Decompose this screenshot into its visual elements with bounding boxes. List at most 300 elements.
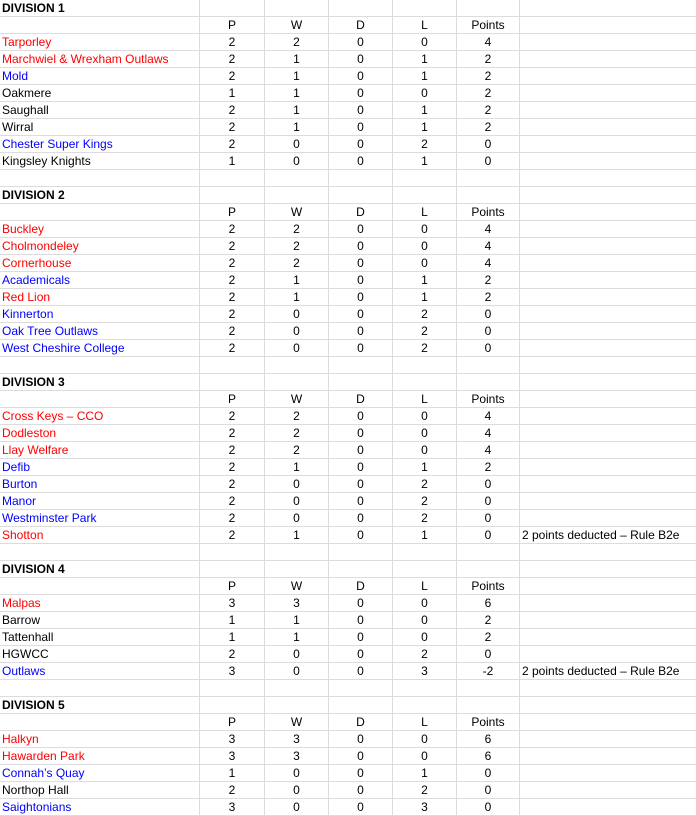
empty-cell bbox=[265, 187, 329, 204]
division-title: DIVISION 5 bbox=[0, 697, 200, 714]
stat-l: 0 bbox=[393, 34, 457, 51]
stat-w: 3 bbox=[265, 748, 329, 765]
empty-cell bbox=[0, 391, 200, 408]
column-header-row bbox=[0, 391, 696, 408]
deduction-note bbox=[520, 238, 696, 255]
stat-l: 2 bbox=[393, 323, 457, 340]
stat-points: 0 bbox=[457, 646, 520, 663]
stat-w: 0 bbox=[265, 646, 329, 663]
stat-p: 3 bbox=[200, 799, 265, 816]
stat-l: 1 bbox=[393, 272, 457, 289]
empty-cell bbox=[520, 0, 696, 17]
stat-w: 0 bbox=[265, 663, 329, 680]
stat-p: 2 bbox=[200, 425, 265, 442]
empty-cell bbox=[457, 357, 520, 374]
stat-w: 2 bbox=[265, 255, 329, 272]
blank-row bbox=[0, 170, 696, 187]
table-row bbox=[0, 51, 696, 68]
deduction-note bbox=[520, 510, 696, 527]
table-row bbox=[0, 476, 696, 493]
stat-points: 4 bbox=[457, 34, 520, 51]
empty-cell bbox=[520, 357, 696, 374]
column-header-row bbox=[0, 204, 696, 221]
stat-p: 2 bbox=[200, 51, 265, 68]
stat-p: 2 bbox=[200, 646, 265, 663]
stat-l: 0 bbox=[393, 731, 457, 748]
empty-cell bbox=[520, 17, 696, 34]
stat-p: 2 bbox=[200, 782, 265, 799]
stat-d: 0 bbox=[329, 102, 393, 119]
column-header-l: L bbox=[393, 714, 457, 731]
stat-w: 1 bbox=[265, 459, 329, 476]
table-row bbox=[0, 595, 696, 612]
team-name: Manor bbox=[0, 493, 200, 510]
empty-cell bbox=[520, 204, 696, 221]
stat-w: 0 bbox=[265, 323, 329, 340]
stat-points: 2 bbox=[457, 459, 520, 476]
stat-w: 0 bbox=[265, 476, 329, 493]
empty-cell bbox=[0, 544, 200, 561]
stat-d: 0 bbox=[329, 68, 393, 85]
empty-cell bbox=[457, 544, 520, 561]
team-name: Defib bbox=[0, 459, 200, 476]
stat-w: 2 bbox=[265, 34, 329, 51]
deduction-note bbox=[520, 731, 696, 748]
stat-d: 0 bbox=[329, 663, 393, 680]
empty-cell bbox=[329, 357, 393, 374]
table-row bbox=[0, 85, 696, 102]
stat-d: 0 bbox=[329, 255, 393, 272]
table-row bbox=[0, 748, 696, 765]
empty-cell bbox=[329, 0, 393, 17]
stat-l: 2 bbox=[393, 340, 457, 357]
stat-l: 2 bbox=[393, 646, 457, 663]
team-name: West Cheshire College bbox=[0, 340, 200, 357]
empty-cell bbox=[0, 578, 200, 595]
stat-points: 4 bbox=[457, 221, 520, 238]
deduction-note bbox=[520, 68, 696, 85]
empty-cell bbox=[265, 374, 329, 391]
stat-p: 2 bbox=[200, 476, 265, 493]
column-header-p: P bbox=[200, 391, 265, 408]
empty-cell bbox=[393, 187, 457, 204]
stat-points: -2 bbox=[457, 663, 520, 680]
team-name: Saightonians bbox=[0, 799, 200, 816]
stat-d: 0 bbox=[329, 408, 393, 425]
deduction-note bbox=[520, 612, 696, 629]
deduction-note bbox=[520, 476, 696, 493]
stat-l: 0 bbox=[393, 255, 457, 272]
stat-p: 2 bbox=[200, 136, 265, 153]
table-row bbox=[0, 255, 696, 272]
team-name: Outlaws bbox=[0, 663, 200, 680]
stat-l: 1 bbox=[393, 68, 457, 85]
stat-points: 2 bbox=[457, 289, 520, 306]
team-name: Kingsley Knights bbox=[0, 153, 200, 170]
table-row bbox=[0, 646, 696, 663]
team-name: Shotton bbox=[0, 527, 200, 544]
deduction-note bbox=[520, 323, 696, 340]
team-name: Cross Keys – CCO bbox=[0, 408, 200, 425]
empty-cell bbox=[265, 697, 329, 714]
table-row bbox=[0, 306, 696, 323]
table-row bbox=[0, 731, 696, 748]
stat-points: 2 bbox=[457, 272, 520, 289]
table-row bbox=[0, 68, 696, 85]
stat-p: 2 bbox=[200, 272, 265, 289]
stat-w: 1 bbox=[265, 85, 329, 102]
stat-w: 3 bbox=[265, 595, 329, 612]
empty-cell bbox=[0, 204, 200, 221]
team-name: Academicals bbox=[0, 272, 200, 289]
division-title-row bbox=[0, 0, 696, 17]
deduction-note bbox=[520, 34, 696, 51]
empty-cell bbox=[393, 374, 457, 391]
stat-w: 1 bbox=[265, 68, 329, 85]
team-name: Malpas bbox=[0, 595, 200, 612]
stat-points: 2 bbox=[457, 612, 520, 629]
stat-d: 0 bbox=[329, 510, 393, 527]
empty-cell bbox=[520, 374, 696, 391]
stat-p: 2 bbox=[200, 238, 265, 255]
stat-l: 2 bbox=[393, 510, 457, 527]
stat-p: 2 bbox=[200, 68, 265, 85]
stat-l: 1 bbox=[393, 153, 457, 170]
deduction-note bbox=[520, 748, 696, 765]
column-header-w: W bbox=[265, 204, 329, 221]
deduction-note bbox=[520, 51, 696, 68]
team-name: Red Lion bbox=[0, 289, 200, 306]
empty-cell bbox=[0, 680, 200, 697]
table-row bbox=[0, 663, 696, 680]
column-header-row bbox=[0, 17, 696, 34]
stat-d: 0 bbox=[329, 119, 393, 136]
column-header-points: Points bbox=[457, 391, 520, 408]
stat-d: 0 bbox=[329, 306, 393, 323]
stat-l: 0 bbox=[393, 442, 457, 459]
empty-cell bbox=[393, 357, 457, 374]
table-row bbox=[0, 153, 696, 170]
table-row bbox=[0, 323, 696, 340]
table-row bbox=[0, 221, 696, 238]
stat-points: 2 bbox=[457, 51, 520, 68]
empty-cell bbox=[265, 561, 329, 578]
empty-cell bbox=[520, 170, 696, 187]
stat-points: 4 bbox=[457, 408, 520, 425]
empty-cell bbox=[393, 170, 457, 187]
division-title-row bbox=[0, 187, 696, 204]
table-row bbox=[0, 408, 696, 425]
deduction-note bbox=[520, 102, 696, 119]
empty-cell bbox=[393, 544, 457, 561]
table-row bbox=[0, 629, 696, 646]
division-title-row bbox=[0, 374, 696, 391]
stat-l: 2 bbox=[393, 493, 457, 510]
stat-l: 1 bbox=[393, 527, 457, 544]
team-name: Halkyn bbox=[0, 731, 200, 748]
deduction-note bbox=[520, 306, 696, 323]
stat-points: 2 bbox=[457, 68, 520, 85]
stat-d: 0 bbox=[329, 459, 393, 476]
empty-cell bbox=[457, 697, 520, 714]
column-header-p: P bbox=[200, 17, 265, 34]
stat-w: 1 bbox=[265, 51, 329, 68]
deduction-note bbox=[520, 221, 696, 238]
table-row bbox=[0, 510, 696, 527]
deduction-note bbox=[520, 272, 696, 289]
stat-d: 0 bbox=[329, 153, 393, 170]
stat-points: 0 bbox=[457, 476, 520, 493]
stat-points: 0 bbox=[457, 493, 520, 510]
stat-points: 2 bbox=[457, 102, 520, 119]
column-header-row bbox=[0, 714, 696, 731]
division-title: DIVISION 1 bbox=[0, 0, 200, 17]
empty-cell bbox=[393, 0, 457, 17]
stat-w: 0 bbox=[265, 510, 329, 527]
deduction-note bbox=[520, 442, 696, 459]
empty-cell bbox=[393, 697, 457, 714]
stat-d: 0 bbox=[329, 799, 393, 816]
column-header-l: L bbox=[393, 578, 457, 595]
stat-points: 0 bbox=[457, 510, 520, 527]
column-header-l: L bbox=[393, 17, 457, 34]
stat-l: 0 bbox=[393, 612, 457, 629]
stat-d: 0 bbox=[329, 782, 393, 799]
empty-cell bbox=[520, 561, 696, 578]
team-name: Connah’s Quay bbox=[0, 765, 200, 782]
stat-w: 0 bbox=[265, 306, 329, 323]
stat-l: 1 bbox=[393, 51, 457, 68]
column-header-w: W bbox=[265, 391, 329, 408]
stat-p: 2 bbox=[200, 459, 265, 476]
stat-w: 2 bbox=[265, 408, 329, 425]
column-header-l: L bbox=[393, 204, 457, 221]
deduction-note bbox=[520, 340, 696, 357]
stat-p: 2 bbox=[200, 510, 265, 527]
stat-d: 0 bbox=[329, 748, 393, 765]
stat-w: 1 bbox=[265, 289, 329, 306]
stat-points: 6 bbox=[457, 731, 520, 748]
stat-points: 0 bbox=[457, 153, 520, 170]
stat-d: 0 bbox=[329, 442, 393, 459]
empty-cell bbox=[457, 374, 520, 391]
stat-points: 0 bbox=[457, 323, 520, 340]
stat-p: 1 bbox=[200, 765, 265, 782]
empty-cell bbox=[457, 0, 520, 17]
stat-d: 0 bbox=[329, 493, 393, 510]
stat-points: 0 bbox=[457, 799, 520, 816]
team-name: Tattenhall bbox=[0, 629, 200, 646]
stat-points: 2 bbox=[457, 119, 520, 136]
stat-w: 1 bbox=[265, 119, 329, 136]
table-row bbox=[0, 493, 696, 510]
empty-cell bbox=[329, 374, 393, 391]
column-header-d: D bbox=[329, 391, 393, 408]
stat-w: 1 bbox=[265, 102, 329, 119]
stat-p: 1 bbox=[200, 629, 265, 646]
table-row bbox=[0, 765, 696, 782]
empty-cell bbox=[265, 544, 329, 561]
table-row bbox=[0, 459, 696, 476]
stat-d: 0 bbox=[329, 646, 393, 663]
empty-cell bbox=[457, 561, 520, 578]
division-title: DIVISION 2 bbox=[0, 187, 200, 204]
division-title-row bbox=[0, 561, 696, 578]
deduction-note bbox=[520, 765, 696, 782]
empty-cell bbox=[457, 187, 520, 204]
column-header-points: Points bbox=[457, 578, 520, 595]
column-header-d: D bbox=[329, 578, 393, 595]
stat-d: 0 bbox=[329, 425, 393, 442]
stat-p: 2 bbox=[200, 255, 265, 272]
empty-cell bbox=[0, 357, 200, 374]
team-name: Westminster Park bbox=[0, 510, 200, 527]
stat-d: 0 bbox=[329, 629, 393, 646]
stat-p: 2 bbox=[200, 442, 265, 459]
stat-points: 4 bbox=[457, 238, 520, 255]
column-header-w: W bbox=[265, 17, 329, 34]
stat-d: 0 bbox=[329, 765, 393, 782]
column-header-w: W bbox=[265, 578, 329, 595]
table-row bbox=[0, 782, 696, 799]
stat-l: 0 bbox=[393, 595, 457, 612]
table-row bbox=[0, 425, 696, 442]
deduction-note bbox=[520, 459, 696, 476]
stat-points: 0 bbox=[457, 527, 520, 544]
team-name: Llay Welfare bbox=[0, 442, 200, 459]
empty-cell bbox=[0, 714, 200, 731]
stat-w: 1 bbox=[265, 629, 329, 646]
stat-p: 3 bbox=[200, 731, 265, 748]
stat-l: 0 bbox=[393, 748, 457, 765]
empty-cell bbox=[0, 170, 200, 187]
stat-w: 1 bbox=[265, 272, 329, 289]
stat-d: 0 bbox=[329, 51, 393, 68]
empty-cell bbox=[520, 578, 696, 595]
stat-w: 0 bbox=[265, 799, 329, 816]
stat-p: 1 bbox=[200, 153, 265, 170]
deduction-note bbox=[520, 289, 696, 306]
empty-cell bbox=[0, 17, 200, 34]
empty-cell bbox=[457, 680, 520, 697]
team-name: Mold bbox=[0, 68, 200, 85]
stat-points: 2 bbox=[457, 85, 520, 102]
deduction-note bbox=[520, 425, 696, 442]
team-name: Hawarden Park bbox=[0, 748, 200, 765]
stat-points: 2 bbox=[457, 629, 520, 646]
team-name: Tarporley bbox=[0, 34, 200, 51]
stat-l: 2 bbox=[393, 136, 457, 153]
division-title-row bbox=[0, 697, 696, 714]
table-row bbox=[0, 102, 696, 119]
deduction-note bbox=[520, 136, 696, 153]
stat-l: 0 bbox=[393, 221, 457, 238]
column-header-row bbox=[0, 578, 696, 595]
deduction-note: 2 points deducted – Rule B2e bbox=[522, 664, 680, 678]
empty-cell bbox=[329, 170, 393, 187]
empty-cell bbox=[265, 357, 329, 374]
team-name: Oakmere bbox=[0, 85, 200, 102]
column-header-d: D bbox=[329, 17, 393, 34]
division-title: DIVISION 4 bbox=[0, 561, 200, 578]
stat-p: 2 bbox=[200, 323, 265, 340]
stat-d: 0 bbox=[329, 612, 393, 629]
table-row bbox=[0, 34, 696, 51]
empty-cell bbox=[329, 697, 393, 714]
team-name: Cholmondeley bbox=[0, 238, 200, 255]
team-name: Barrow bbox=[0, 612, 200, 629]
stat-l: 3 bbox=[393, 663, 457, 680]
stat-l: 1 bbox=[393, 459, 457, 476]
empty-cell bbox=[520, 187, 696, 204]
stat-l: 0 bbox=[393, 85, 457, 102]
stat-d: 0 bbox=[329, 323, 393, 340]
team-name: Cornerhouse bbox=[0, 255, 200, 272]
stat-l: 1 bbox=[393, 289, 457, 306]
deduction-note bbox=[520, 493, 696, 510]
empty-cell bbox=[393, 680, 457, 697]
stat-points: 0 bbox=[457, 765, 520, 782]
blank-row bbox=[0, 544, 696, 561]
stat-l: 0 bbox=[393, 425, 457, 442]
stat-l: 0 bbox=[393, 629, 457, 646]
table-row bbox=[0, 799, 696, 816]
deduction-note bbox=[520, 629, 696, 646]
column-header-l: L bbox=[393, 391, 457, 408]
stat-p: 2 bbox=[200, 408, 265, 425]
stat-p: 2 bbox=[200, 527, 265, 544]
deduction-note bbox=[520, 255, 696, 272]
stat-d: 0 bbox=[329, 136, 393, 153]
deduction-note bbox=[520, 153, 696, 170]
column-header-w: W bbox=[265, 714, 329, 731]
stat-p: 2 bbox=[200, 340, 265, 357]
empty-cell bbox=[393, 561, 457, 578]
stat-d: 0 bbox=[329, 289, 393, 306]
stat-l: 0 bbox=[393, 238, 457, 255]
empty-cell bbox=[200, 0, 265, 17]
deduction-note: 2 points deducted – Rule B2e bbox=[522, 528, 680, 542]
stat-p: 3 bbox=[200, 748, 265, 765]
empty-cell bbox=[200, 544, 265, 561]
empty-cell bbox=[265, 170, 329, 187]
division-title: DIVISION 3 bbox=[0, 374, 200, 391]
stat-p: 2 bbox=[200, 221, 265, 238]
empty-cell bbox=[200, 697, 265, 714]
empty-cell bbox=[200, 374, 265, 391]
stat-d: 0 bbox=[329, 238, 393, 255]
empty-cell bbox=[200, 187, 265, 204]
column-header-points: Points bbox=[457, 204, 520, 221]
column-header-points: Points bbox=[457, 714, 520, 731]
stat-w: 2 bbox=[265, 425, 329, 442]
stat-l: 0 bbox=[393, 408, 457, 425]
stat-points: 6 bbox=[457, 748, 520, 765]
stat-d: 0 bbox=[329, 527, 393, 544]
stat-d: 0 bbox=[329, 340, 393, 357]
empty-cell bbox=[329, 680, 393, 697]
team-name: Northop Hall bbox=[0, 782, 200, 799]
empty-cell bbox=[200, 357, 265, 374]
stat-d: 0 bbox=[329, 221, 393, 238]
stat-w: 1 bbox=[265, 612, 329, 629]
stat-p: 2 bbox=[200, 119, 265, 136]
stat-points: 4 bbox=[457, 425, 520, 442]
stat-points: 0 bbox=[457, 136, 520, 153]
stat-l: 2 bbox=[393, 306, 457, 323]
empty-cell bbox=[520, 544, 696, 561]
table-row bbox=[0, 272, 696, 289]
